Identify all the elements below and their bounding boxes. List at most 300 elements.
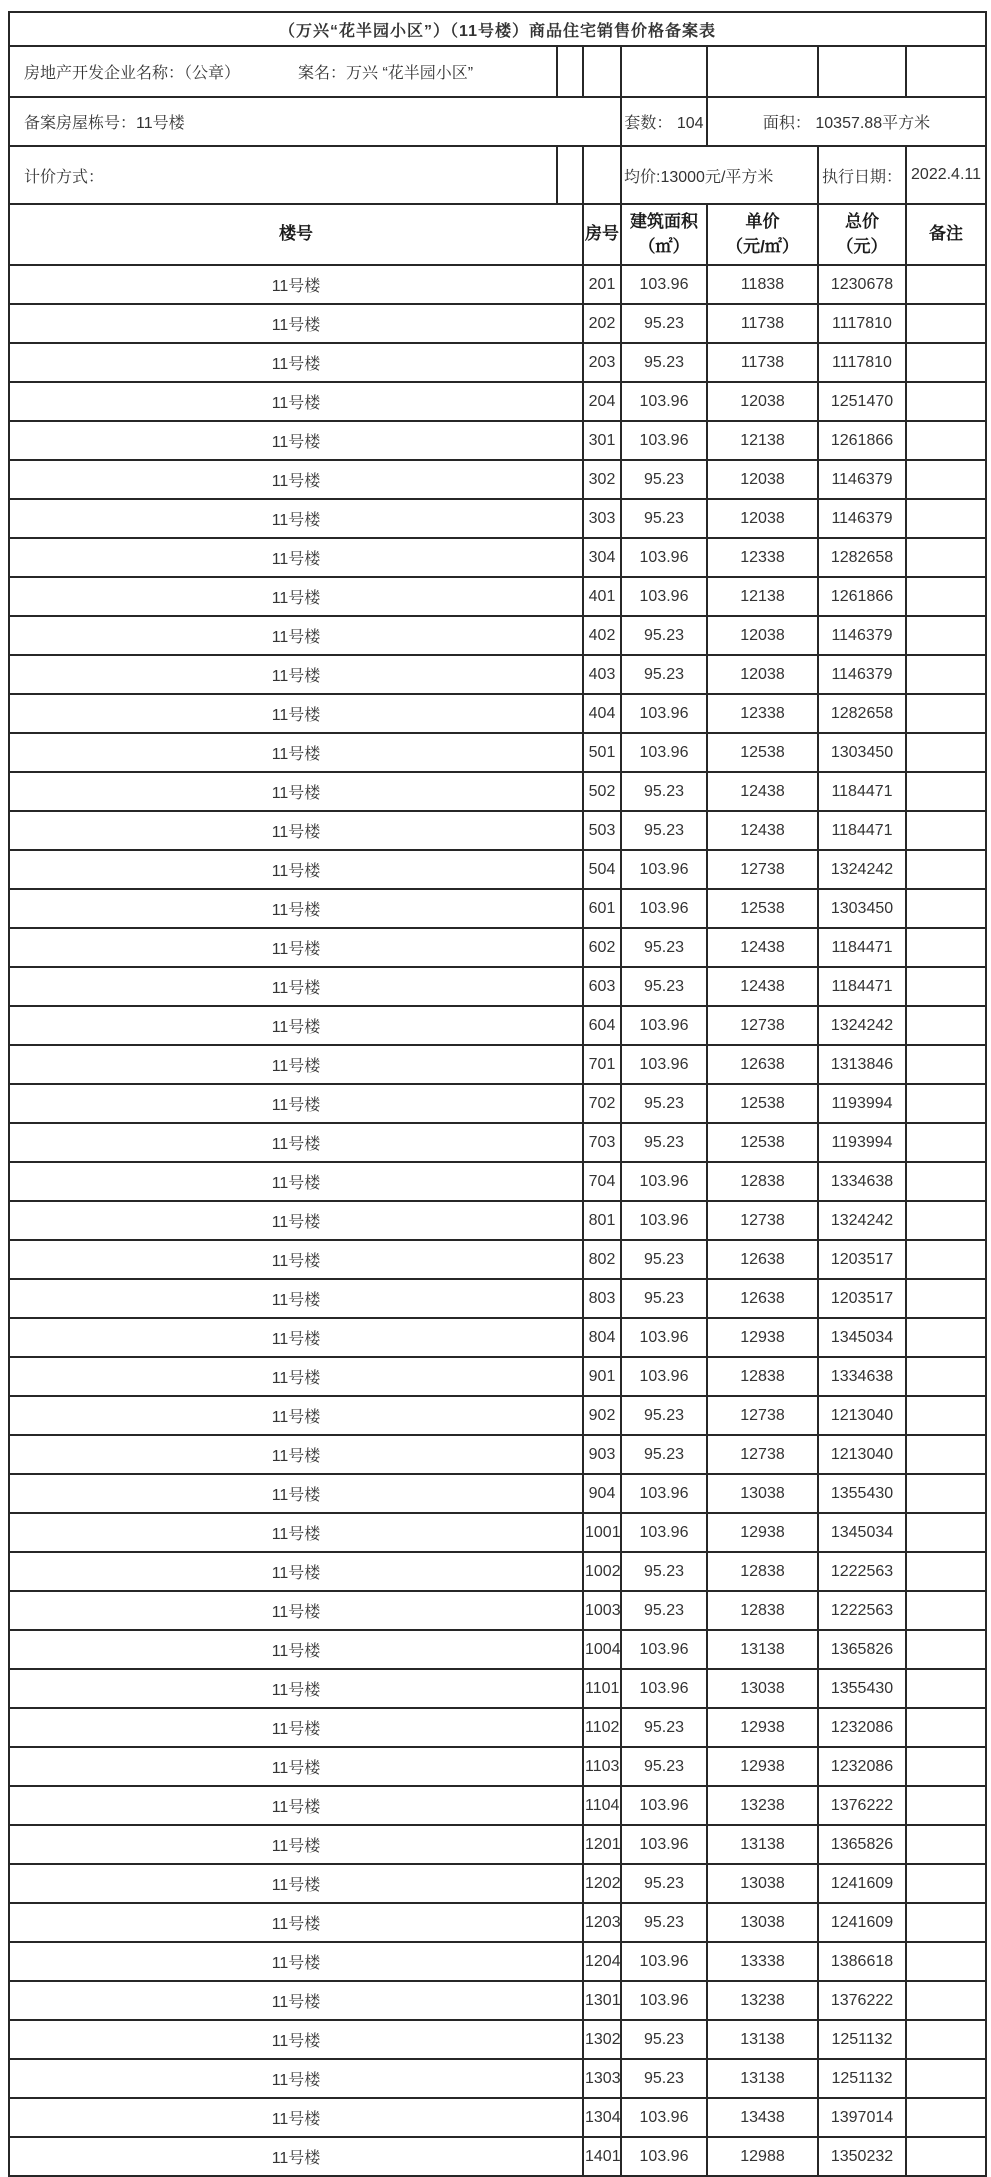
cell-remark [906, 1942, 986, 1981]
empty-cell [557, 46, 583, 97]
table-row [9, 1591, 986, 1630]
cell-unit-price: 12638 [707, 1279, 818, 1318]
cell-remark [906, 928, 986, 967]
cell-area: 103.96 [621, 1474, 707, 1513]
table-row [9, 343, 986, 382]
cell-building: 11号楼 [9, 1786, 583, 1825]
total-area-label: 面积： 10357.88平方米 [707, 97, 986, 146]
cell-building: 11号楼 [9, 1084, 583, 1123]
cell-total-price: 1365826 [818, 1630, 906, 1669]
cell-room-no: 1102 [583, 1708, 621, 1747]
cell-room-no: 204 [583, 382, 621, 421]
cell-remark [906, 1435, 986, 1474]
cell-unit-price: 12038 [707, 616, 818, 655]
table-row [9, 1201, 986, 1240]
column-header-row [9, 204, 986, 265]
cell-building: 11号楼 [9, 538, 583, 577]
average-price-label: 均价:13000元/平方米 [621, 146, 818, 204]
cell-building: 11号楼 [9, 421, 583, 460]
cell-building: 11号楼 [9, 1162, 583, 1201]
cell-building: 11号楼 [9, 1864, 583, 1903]
cell-total-price: 1146379 [818, 499, 906, 538]
cell-building: 11号楼 [9, 2020, 583, 2059]
cell-building: 11号楼 [9, 850, 583, 889]
cell-total-price: 1365826 [818, 1825, 906, 1864]
cell-remark [906, 577, 986, 616]
cell-total-price: 1334638 [818, 1357, 906, 1396]
cell-total-price: 1261866 [818, 421, 906, 460]
cell-total-price: 1232086 [818, 1708, 906, 1747]
cell-remark [906, 1591, 986, 1630]
building-no-label: 备案房屋栋号：11号楼 [9, 97, 621, 146]
cell-total-price: 1324242 [818, 850, 906, 889]
cell-unit-price: 12938 [707, 1747, 818, 1786]
cell-remark [906, 538, 986, 577]
table-row [9, 1747, 986, 1786]
cell-building: 11号楼 [9, 265, 583, 304]
cell-area: 95.23 [621, 460, 707, 499]
cell-remark [906, 1318, 986, 1357]
cell-remark [906, 1006, 986, 1045]
cell-unit-price: 12838 [707, 1552, 818, 1591]
cell-remark [906, 1669, 986, 1708]
cell-room-no: 202 [583, 304, 621, 343]
cell-unit-price: 12838 [707, 1591, 818, 1630]
cell-area: 103.96 [621, 1006, 707, 1045]
cell-building: 11号楼 [9, 616, 583, 655]
cell-total-price: 1232086 [818, 1747, 906, 1786]
empty-cell [621, 46, 707, 97]
cell-room-no: 1303 [583, 2059, 621, 2098]
cell-area: 95.23 [621, 1552, 707, 1591]
cell-unit-price: 12738 [707, 1201, 818, 1240]
table-row [9, 1045, 986, 1084]
table-row [9, 421, 986, 460]
cell-total-price: 1282658 [818, 694, 906, 733]
cell-room-no: 302 [583, 460, 621, 499]
table-row [9, 1006, 986, 1045]
cell-building: 11号楼 [9, 1825, 583, 1864]
header-total-line2: （元） [836, 236, 888, 256]
cell-remark [906, 850, 986, 889]
cell-area: 95.23 [621, 928, 707, 967]
table-row [9, 1240, 986, 1279]
cell-room-no: 603 [583, 967, 621, 1006]
table-row [9, 2059, 986, 2098]
cell-remark [906, 1786, 986, 1825]
cell-room-no: 1202 [583, 1864, 621, 1903]
header-area-line1: 建筑面积 [630, 211, 698, 231]
cell-room-no: 903 [583, 1435, 621, 1474]
cell-unit-price: 12438 [707, 772, 818, 811]
table-row [9, 2020, 986, 2059]
cell-room-no: 1003 [583, 1591, 621, 1630]
cell-unit-price: 12338 [707, 538, 818, 577]
cell-area: 103.96 [621, 1162, 707, 1201]
cell-room-no: 701 [583, 1045, 621, 1084]
table-row [9, 1396, 986, 1435]
cell-remark [906, 889, 986, 928]
cell-total-price: 1324242 [818, 1006, 906, 1045]
cell-area: 95.23 [621, 499, 707, 538]
table-row [9, 1474, 986, 1513]
cell-area: 103.96 [621, 1825, 707, 1864]
cell-total-price: 1117810 [818, 343, 906, 382]
header-unit-price [707, 204, 818, 265]
cell-remark [906, 2020, 986, 2059]
cell-remark [906, 1279, 986, 1318]
cell-building: 11号楼 [9, 1552, 583, 1591]
cell-remark [906, 1552, 986, 1591]
cell-unit-price: 13038 [707, 1669, 818, 1708]
cell-remark [906, 1903, 986, 1942]
cell-remark [906, 421, 986, 460]
cell-area: 103.96 [621, 1201, 707, 1240]
table-row [9, 967, 986, 1006]
cell-room-no: 1201 [583, 1825, 621, 1864]
cell-unit-price: 12338 [707, 694, 818, 733]
table-row [9, 1864, 986, 1903]
empty-cell [707, 46, 818, 97]
cell-building: 11号楼 [9, 460, 583, 499]
cell-unit-price: 13238 [707, 1786, 818, 1825]
cell-remark [906, 655, 986, 694]
pricing-method-label: 计价方式： [9, 146, 557, 204]
title-row [9, 12, 986, 46]
cell-unit-price: 12938 [707, 1708, 818, 1747]
cell-area: 103.96 [621, 1045, 707, 1084]
cell-room-no: 304 [583, 538, 621, 577]
cell-area: 95.23 [621, 1435, 707, 1474]
table-row [9, 733, 986, 772]
cell-remark [906, 1396, 986, 1435]
cell-remark [906, 1825, 986, 1864]
cell-unit-price: 13138 [707, 1825, 818, 1864]
cell-remark [906, 1630, 986, 1669]
cell-unit-price: 12438 [707, 928, 818, 967]
empty-cell [906, 46, 986, 97]
cell-unit-price: 12938 [707, 1318, 818, 1357]
cell-room-no: 704 [583, 1162, 621, 1201]
cell-total-price: 1355430 [818, 1474, 906, 1513]
info-row-pricing [9, 146, 986, 204]
cell-total-price: 1313846 [818, 1045, 906, 1084]
cell-total-price: 1303450 [818, 733, 906, 772]
cell-total-price: 1350232 [818, 2137, 906, 2176]
cell-area: 95.23 [621, 1708, 707, 1747]
cell-total-price: 1230678 [818, 265, 906, 304]
table-row [9, 616, 986, 655]
exec-date-title: 执行日期： [818, 146, 906, 204]
table-row [9, 1786, 986, 1825]
cell-total-price: 1146379 [818, 460, 906, 499]
table-row [9, 889, 986, 928]
cell-building: 11号楼 [9, 889, 583, 928]
cell-building: 11号楼 [9, 1903, 583, 1942]
cell-room-no: 503 [583, 811, 621, 850]
cell-total-price: 1241609 [818, 1864, 906, 1903]
table-row [9, 655, 986, 694]
cell-total-price: 1184471 [818, 967, 906, 1006]
cell-remark [906, 733, 986, 772]
cell-total-price: 1222563 [818, 1552, 906, 1591]
cell-building: 11号楼 [9, 1396, 583, 1435]
cell-area: 95.23 [621, 1747, 707, 1786]
cell-room-no: 504 [583, 850, 621, 889]
cell-total-price: 1203517 [818, 1240, 906, 1279]
cell-total-price: 1282658 [818, 538, 906, 577]
cell-remark [906, 1201, 986, 1240]
cell-remark [906, 1474, 986, 1513]
cell-remark [906, 1864, 986, 1903]
units-count-label: 套数： 104 [621, 97, 707, 146]
cell-area: 95.23 [621, 616, 707, 655]
cell-area: 95.23 [621, 343, 707, 382]
cell-area: 103.96 [621, 1630, 707, 1669]
cell-total-price: 1213040 [818, 1435, 906, 1474]
cell-room-no: 1204 [583, 1942, 621, 1981]
cell-area: 95.23 [621, 1864, 707, 1903]
cell-room-no: 1304 [583, 2098, 621, 2137]
table-row [9, 1942, 986, 1981]
cell-area: 95.23 [621, 1240, 707, 1279]
cell-unit-price: 12038 [707, 499, 818, 538]
cell-area: 95.23 [621, 1591, 707, 1630]
cell-building: 11号楼 [9, 2059, 583, 2098]
cell-area: 103.96 [621, 1669, 707, 1708]
cell-area: 95.23 [621, 1903, 707, 1942]
cell-total-price: 1303450 [818, 889, 906, 928]
cell-unit-price: 12438 [707, 967, 818, 1006]
cell-building: 11号楼 [9, 1201, 583, 1240]
header-total-line1: 总价 [845, 211, 879, 231]
cell-area: 103.96 [621, 1786, 707, 1825]
cell-building: 11号楼 [9, 928, 583, 967]
header-area-line2: （㎡） [638, 236, 690, 256]
cell-total-price: 1203517 [818, 1279, 906, 1318]
table-row [9, 928, 986, 967]
cell-remark [906, 1084, 986, 1123]
cell-room-no: 403 [583, 655, 621, 694]
cell-unit-price: 12738 [707, 1396, 818, 1435]
cell-room-no: 201 [583, 265, 621, 304]
cell-area: 103.96 [621, 382, 707, 421]
cell-unit-price: 11738 [707, 343, 818, 382]
cell-building: 11号楼 [9, 1630, 583, 1669]
table-row [9, 1630, 986, 1669]
cell-total-price: 1376222 [818, 1786, 906, 1825]
table-row [9, 1825, 986, 1864]
cell-building: 11号楼 [9, 1006, 583, 1045]
cell-unit-price: 12038 [707, 460, 818, 499]
cell-total-price: 1193994 [818, 1084, 906, 1123]
cell-room-no: 1004 [583, 1630, 621, 1669]
info-row-building [9, 97, 986, 146]
cell-area: 103.96 [621, 538, 707, 577]
empty-cell [818, 46, 906, 97]
cell-building: 11号楼 [9, 1318, 583, 1357]
cell-total-price: 1184471 [818, 772, 906, 811]
cell-unit-price: 12638 [707, 1240, 818, 1279]
cell-total-price: 1261866 [818, 577, 906, 616]
table-row [9, 1162, 986, 1201]
cell-room-no: 703 [583, 1123, 621, 1162]
cell-unit-price: 13138 [707, 1630, 818, 1669]
cell-area: 95.23 [621, 655, 707, 694]
cell-total-price: 1345034 [818, 1513, 906, 1552]
cell-room-no: 1001 [583, 1513, 621, 1552]
cell-room-no: 604 [583, 1006, 621, 1045]
cell-building: 11号楼 [9, 2137, 583, 2176]
cell-unit-price: 12538 [707, 889, 818, 928]
cell-total-price: 1213040 [818, 1396, 906, 1435]
cell-area: 103.96 [621, 265, 707, 304]
cell-unit-price: 12538 [707, 1084, 818, 1123]
cell-total-price: 1345034 [818, 1318, 906, 1357]
table-row [9, 577, 986, 616]
cell-area: 103.96 [621, 850, 707, 889]
header-remark: 备注 [906, 204, 986, 265]
table-row [9, 1513, 986, 1552]
cell-area: 103.96 [621, 694, 707, 733]
cell-total-price: 1146379 [818, 616, 906, 655]
cell-remark [906, 1747, 986, 1786]
cell-remark [906, 343, 986, 382]
price-table-body [9, 265, 986, 2176]
cell-building: 11号楼 [9, 577, 583, 616]
cell-building: 11号楼 [9, 1474, 583, 1513]
cell-area: 103.96 [621, 1942, 707, 1981]
cell-area: 103.96 [621, 733, 707, 772]
cell-unit-price: 12988 [707, 2137, 818, 2176]
cell-unit-price: 12038 [707, 382, 818, 421]
cell-remark [906, 382, 986, 421]
table-row [9, 460, 986, 499]
case-name-label: 案名：万兴 “花半园小区” [298, 65, 474, 82]
table-row [9, 1357, 986, 1396]
cell-remark [906, 616, 986, 655]
cell-room-no: 904 [583, 1474, 621, 1513]
cell-building: 11号楼 [9, 1513, 583, 1552]
cell-total-price: 1251132 [818, 2059, 906, 2098]
developer-name-label: 房地产开发企业名称：（公章） [24, 65, 241, 82]
cell-room-no: 1302 [583, 2020, 621, 2059]
cell-remark [906, 694, 986, 733]
cell-remark [906, 265, 986, 304]
table-row [9, 538, 986, 577]
cell-area: 103.96 [621, 577, 707, 616]
cell-building: 11号楼 [9, 733, 583, 772]
cell-building: 11号楼 [9, 2098, 583, 2137]
cell-area: 95.23 [621, 1084, 707, 1123]
cell-unit-price: 12638 [707, 1045, 818, 1084]
cell-area: 103.96 [621, 2098, 707, 2137]
cell-building: 11号楼 [9, 1435, 583, 1474]
cell-room-no: 601 [583, 889, 621, 928]
cell-building: 11号楼 [9, 1981, 583, 2020]
header-unit-price-line1: 单价 [745, 211, 780, 231]
cell-area: 95.23 [621, 1279, 707, 1318]
cell-unit-price: 13138 [707, 2059, 818, 2098]
cell-room-no: 501 [583, 733, 621, 772]
cell-total-price: 1251470 [818, 382, 906, 421]
cell-unit-price: 13038 [707, 1903, 818, 1942]
cell-unit-price: 12738 [707, 850, 818, 889]
cell-total-price: 1376222 [818, 1981, 906, 2020]
cell-total-price: 1386618 [818, 1942, 906, 1981]
cell-total-price: 1184471 [818, 928, 906, 967]
cell-room-no: 303 [583, 499, 621, 538]
cell-area: 103.96 [621, 1981, 707, 2020]
cell-area: 95.23 [621, 772, 707, 811]
cell-total-price: 1251132 [818, 2020, 906, 2059]
cell-total-price: 1397014 [818, 2098, 906, 2137]
cell-remark [906, 460, 986, 499]
cell-room-no: 1301 [583, 1981, 621, 2020]
cell-building: 11号楼 [9, 499, 583, 538]
table-row [9, 2098, 986, 2137]
table-row [9, 304, 986, 343]
table-row [9, 1435, 986, 1474]
cell-area: 103.96 [621, 1357, 707, 1396]
cell-building: 11号楼 [9, 1591, 583, 1630]
cell-building: 11号楼 [9, 811, 583, 850]
cell-remark [906, 772, 986, 811]
table-row [9, 694, 986, 733]
cell-building: 11号楼 [9, 1669, 583, 1708]
table-row [9, 1708, 986, 1747]
cell-building: 11号楼 [9, 1045, 583, 1084]
page-title: （万兴“花半园小区”）（11号楼）商品住宅销售价格备案表 [9, 12, 986, 46]
cell-remark [906, 1162, 986, 1201]
cell-unit-price: 13438 [707, 2098, 818, 2137]
cell-unit-price: 13038 [707, 1474, 818, 1513]
cell-area: 103.96 [621, 889, 707, 928]
cell-room-no: 802 [583, 1240, 621, 1279]
cell-total-price: 1184471 [818, 811, 906, 850]
cell-total-price: 1241609 [818, 1903, 906, 1942]
cell-room-no: 803 [583, 1279, 621, 1318]
table-row [9, 1318, 986, 1357]
cell-total-price: 1355430 [818, 1669, 906, 1708]
cell-remark [906, 304, 986, 343]
cell-unit-price: 12838 [707, 1357, 818, 1396]
cell-room-no: 1104 [583, 1786, 621, 1825]
cell-remark [906, 2059, 986, 2098]
cell-unit-price: 13238 [707, 1981, 818, 2020]
cell-unit-price: 12038 [707, 655, 818, 694]
table-row [9, 265, 986, 304]
cell-unit-price: 13038 [707, 1864, 818, 1903]
cell-building: 11号楼 [9, 694, 583, 733]
empty-cell [583, 146, 621, 204]
cell-total-price: 1324242 [818, 1201, 906, 1240]
cell-remark [906, 2137, 986, 2176]
header-building: 楼号 [9, 204, 583, 265]
cell-unit-price: 11738 [707, 304, 818, 343]
cell-total-price: 1193994 [818, 1123, 906, 1162]
cell-building: 11号楼 [9, 1357, 583, 1396]
table-row [9, 772, 986, 811]
table-row [9, 1981, 986, 2020]
cell-remark [906, 1123, 986, 1162]
cell-total-price: 1117810 [818, 304, 906, 343]
cell-building: 11号楼 [9, 304, 583, 343]
cell-room-no: 1101 [583, 1669, 621, 1708]
table-row [9, 1903, 986, 1942]
cell-remark [906, 1240, 986, 1279]
info-row-developer [9, 46, 986, 97]
